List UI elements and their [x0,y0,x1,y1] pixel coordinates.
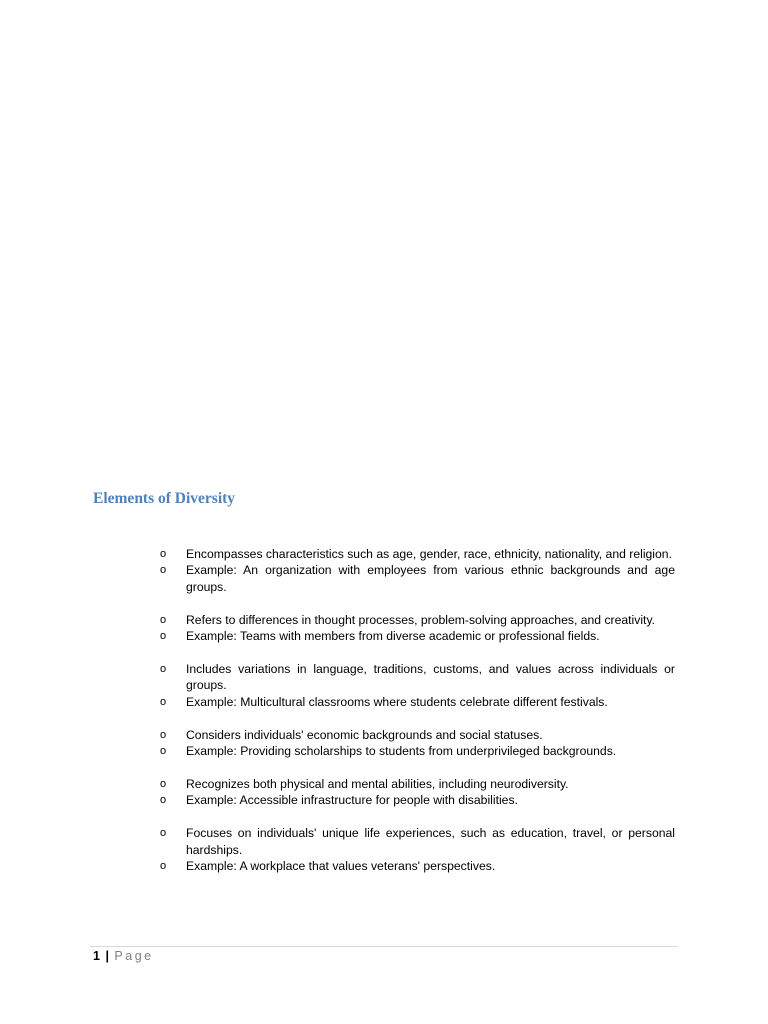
bullet-icon: o [160,728,167,741]
list-group [160,776,675,809]
bullet-icon: o [160,778,167,791]
list-item-text: Example: A workplace that values veterans' perspectives. [186,859,496,874]
bullet-icon: o [160,630,167,643]
list-item [160,562,675,595]
list-item-text: Example: Multicultural classrooms where students celebrate different festivals. [186,694,608,709]
bullet-icon: o [160,564,167,577]
list-item [160,776,675,792]
bullet-icon: o [160,663,167,676]
list-item [160,825,675,858]
section-heading: Elements of Diversity [93,490,236,507]
list-item-text: Example: Providing scholarships to students from underprivileged backgrounds. [186,744,617,759]
page-label: Page [114,949,154,963]
list-item [160,792,675,808]
page-number: 1 [93,949,100,963]
list-group [160,825,675,874]
list-item [160,858,675,874]
page-footer [93,948,154,964]
list-item-text: Recognizes both physical and mental abilities, including neurodiversity. [186,777,569,792]
list-item [160,612,675,628]
list-item [160,661,675,694]
bullet-icon: o [160,860,167,873]
list-item-text: Refers to differences in thought processes, problem-solving approaches, and creativity. [186,612,656,627]
bullet-icon: o [160,827,167,840]
list-item [160,743,675,759]
list-group [160,727,675,760]
list-item-text: Includes variations in language, traditions, customs, and values across individuals or groups. [186,662,675,693]
list-item-text: Encompasses characteristics such as age, gender, race, ethnicity, nationality, and religion. [186,547,672,561]
list-item [160,628,675,644]
bullet-icon: o [160,794,167,807]
list-group [160,612,675,645]
bullet-icon: o [160,745,167,758]
bullet-icon: o [160,548,167,560]
list-item-text: Focuses on individuals' unique life experiences, such as education, travel, or personal hardships. [186,826,675,857]
list-group [160,546,675,595]
bullet-icon: o [160,695,167,708]
list-item [160,727,675,743]
list-item-text: Considers individuals' economic backgrounds and social statuses. [186,727,543,742]
list-group [160,661,675,710]
bullet-icon: o [160,613,167,626]
list-item-text: Example: An organization with employees from various ethnic backgrounds and age groups. [186,563,675,594]
list-item-text: Example: Accessible infrastructure for people with disabilities. [186,793,518,808]
list-item [160,694,675,710]
list-item-text: Example: Teams with members from diverse academic or professional fields. [186,629,600,644]
bullet-list [160,546,675,891]
footer-divider [90,946,678,947]
footer-separator: | [105,949,109,963]
list-item [160,546,675,562]
